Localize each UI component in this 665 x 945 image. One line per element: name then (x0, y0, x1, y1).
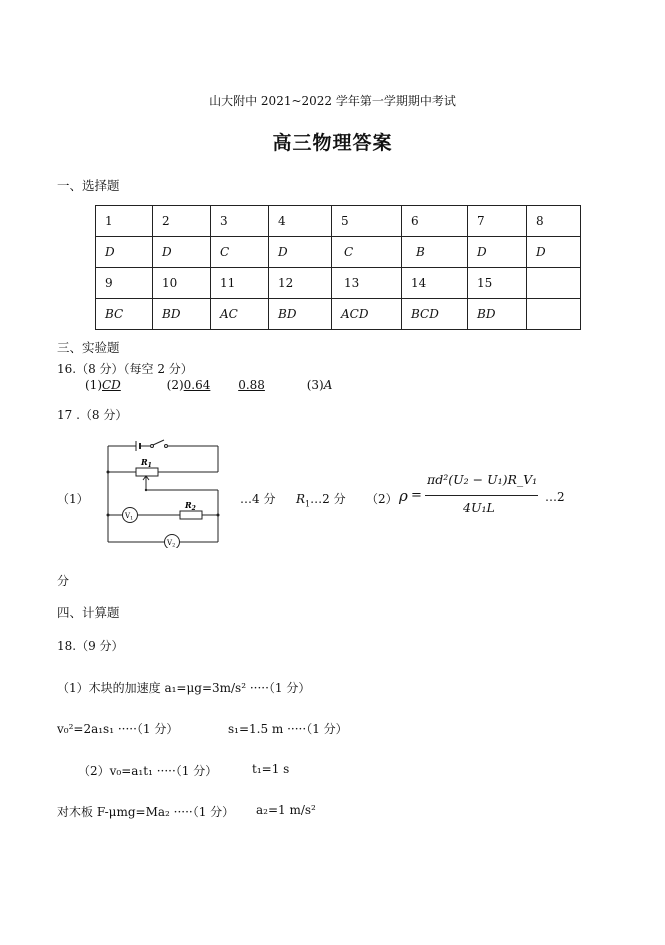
q17-part1-label: （1） (57, 492, 89, 506)
q17-score-3: …2 (545, 490, 565, 504)
q16-part1-label: (1) (85, 378, 102, 392)
table-cell: B (402, 237, 468, 268)
circuit-diagram (100, 438, 225, 548)
q18-line-4b: a₂=1 m/s² (256, 803, 316, 817)
table-cell: 1 (96, 206, 153, 237)
table-cell: ACD (332, 299, 402, 330)
page-title: 高三物理答案 (272, 132, 393, 154)
table-cell: 13 (332, 268, 402, 299)
table-cell: 3 (211, 206, 269, 237)
q16-part3-label: (3) (306, 378, 324, 392)
q16-answer-2: 0.64 (183, 378, 211, 392)
table-cell: D (468, 237, 527, 268)
table-row (96, 237, 581, 268)
table-cell: 15 (468, 268, 527, 299)
q18-line-2a: v₀²=2a₁s₁ ·····（1 分） (57, 722, 179, 736)
table-cell: 12 (269, 268, 332, 299)
q17-r1-answer: $R_1\dots 2$ 分 (296, 492, 346, 509)
section-experiment-heading: 三、实验题 (57, 340, 120, 355)
q16-header: 16.（8 分）（每空 2 分） (57, 362, 193, 376)
table-cell: AC (211, 299, 269, 330)
q16-answer-1: CD (102, 378, 121, 392)
table-cell: 8 (527, 206, 581, 237)
table-cell: 14 (402, 268, 468, 299)
table-cell: BD (153, 299, 211, 330)
circuit-r1-label: $R_1$ (141, 457, 152, 469)
q18-line-3a: （2）v₀=a₁t₁ ·····（1 分） (78, 764, 218, 778)
table-cell: 7 (468, 206, 527, 237)
q18-line-2b: s₁=1.5 m ·····（1 分） (228, 722, 348, 736)
table-cell: D (269, 237, 332, 268)
table-cell: 6 (402, 206, 468, 237)
table-cell: 10 (153, 268, 211, 299)
formula-equals: = (411, 488, 422, 503)
table-cell: BCD (402, 299, 468, 330)
q16-answer-3: 0.88 (238, 378, 265, 392)
choice-answer-table (95, 205, 581, 330)
table-cell: 11 (211, 268, 269, 299)
table-cell (527, 268, 581, 299)
q16-answers (85, 378, 332, 392)
table-cell: D (527, 237, 581, 268)
table-cell: 9 (96, 268, 153, 299)
exam-school-header: 山大附中 2021~2022 学年第一学期期中考试 (209, 94, 456, 108)
table-row (96, 299, 581, 330)
formula-fraction-bar (425, 495, 538, 496)
formula-denominator: 4U₁L (463, 500, 495, 515)
table-cell: BC (96, 299, 153, 330)
table-cell: 5 (332, 206, 402, 237)
table-cell: D (96, 237, 153, 268)
table-cell: 2 (153, 206, 211, 237)
table-cell: D (153, 237, 211, 268)
table-cell: BD (269, 299, 332, 330)
table-row (96, 268, 581, 299)
q16-part2-label: (2) (166, 378, 184, 392)
table-cell: C (332, 237, 402, 268)
section-choice-heading: 一、选择题 (57, 178, 120, 193)
q17-header: 17 .（8 分） (57, 408, 128, 422)
q17-part2-label: （2） (366, 492, 398, 506)
formula-rho: ρ (399, 487, 408, 505)
q18-header: 18.（9 分） (57, 639, 124, 653)
q18-line-4a: 对木板 F-μmg=Ma₂ ·····（1 分） (57, 805, 235, 819)
table-cell (527, 299, 581, 330)
section-calc-heading: 四、计算题 (57, 605, 120, 620)
q17-score-3-continued: 分 (57, 574, 70, 588)
voltmeter-v1-label: $V_1$ (125, 512, 134, 522)
resistivity-formula (397, 470, 542, 522)
q16-answer-4: A (323, 378, 333, 392)
formula-numerator: πd²(U₂ − U₁)R_V₁ (427, 472, 538, 487)
q18-line-3b: t₁=1 s (252, 762, 290, 776)
q18-line-1: （1）木块的加速度 a₁=μg=3m/s² ·····（1 分） (57, 681, 311, 695)
table-cell: 4 (269, 206, 332, 237)
voltmeter-v2-label: $V_2$ (167, 539, 176, 548)
table-row (96, 206, 581, 237)
table-cell: C (211, 237, 269, 268)
circuit-r2-label: $R_2$ (185, 500, 196, 512)
table-cell: BD (468, 299, 527, 330)
q17-score-1: …4 分 (240, 492, 276, 506)
